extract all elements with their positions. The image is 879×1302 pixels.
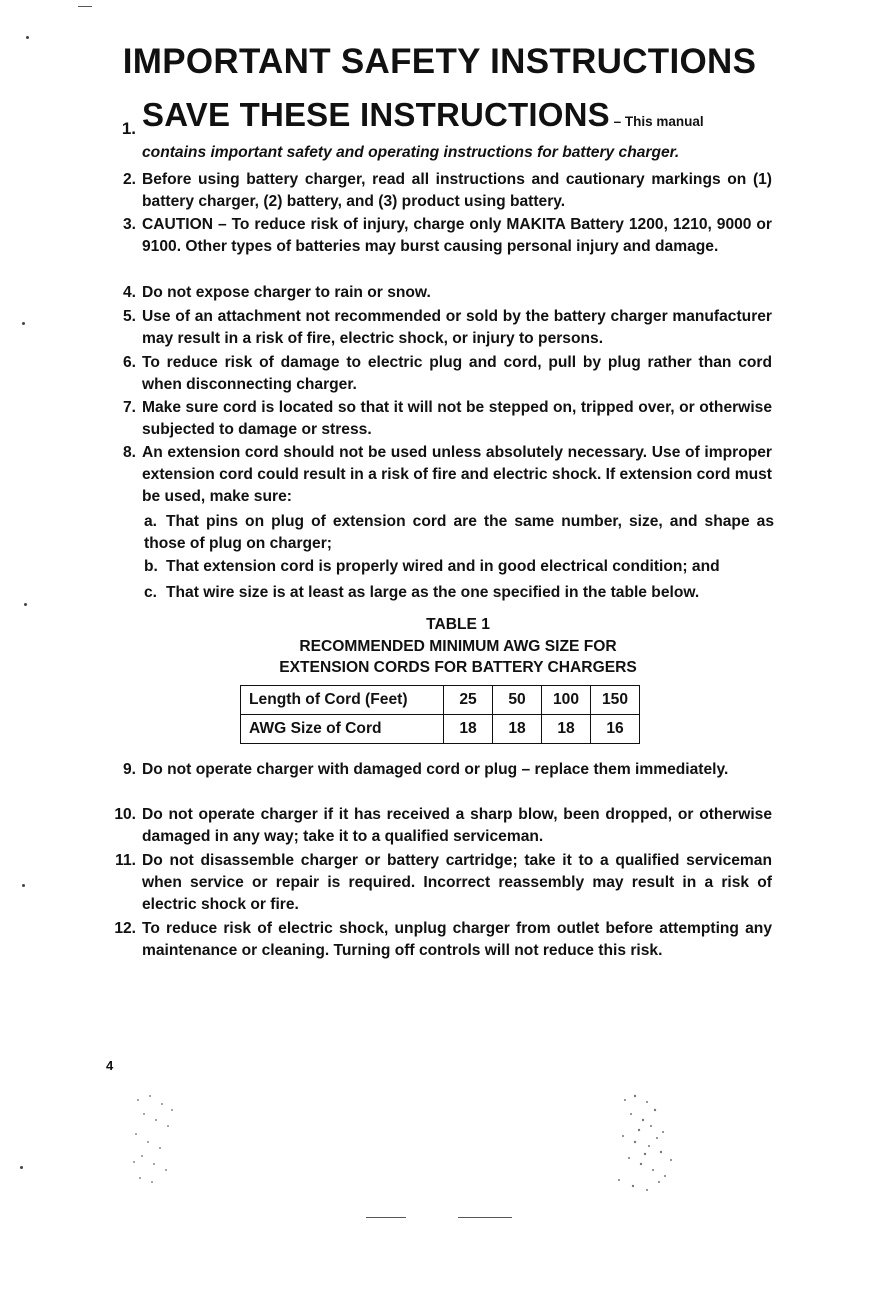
save-tail: – This manual [609, 114, 704, 129]
table-cell: 16 [591, 715, 640, 744]
table-cell: 150 [591, 686, 640, 715]
save-heading: SAVE THESE INSTRUCTIONS [142, 96, 610, 133]
item-text: To reduce risk of electric shock, unplug charger from outlet before attempting any maintenance or cleaning. Turning off controls will not reduce this risk. [142, 920, 772, 959]
item-number: 11. [115, 852, 136, 869]
item-number: 10. [114, 806, 136, 823]
subitem-c [144, 582, 774, 604]
scan-mark [78, 6, 92, 7]
table-cell: 100 [542, 686, 591, 715]
item-number: 2. [122, 171, 136, 188]
item-number: 1. [121, 119, 136, 138]
item-text: Before using battery charger, read all instructions and cautionary markings on (1) battery charger, (2) battery, and (3) product using battery. [142, 171, 772, 210]
subitem-label: b. [144, 558, 158, 575]
scan-speckle [605, 1090, 685, 1200]
row-header: Length of Cord (Feet) [241, 686, 444, 715]
table-caption-3: EXTENSION CORDS FOR BATTERY CHARGERS [279, 659, 637, 676]
page-number: 4 [106, 1058, 114, 1073]
table-cell: 50 [493, 686, 542, 715]
page-title: IMPORTANT SAFETY INSTRUCTIONS [122, 42, 757, 81]
item-text: Use of an attachment not recommended or sold by the battery charger manufacturer may result in a risk of fire, electric shock, or injury to persons. [142, 308, 772, 347]
table-caption-1: TABLE 1 [426, 616, 490, 633]
scan-speckle [128, 1090, 188, 1190]
subitem-label: c. [144, 584, 158, 601]
item-number: 4. [122, 284, 136, 301]
scan-mark [22, 884, 25, 887]
scan-mark [26, 36, 29, 39]
table-cell: 18 [444, 715, 493, 744]
subitem-text: That pins on plug of extension cord are the same number, size, and shape as those of plug on charger; [144, 513, 774, 552]
item-number: 12. [114, 920, 136, 937]
item-text: CAUTION – To reduce risk of injury, charge only MAKITA Battery 1200, 1210, 9000 or 9100. Other types of batteries may burst causing personal injury and damage. [142, 216, 772, 255]
item-text: An extension cord should not be used unless absolutely necessary. Use of improper extension cord could result in a risk of fire and electric shock. If extension cord must be used, make sure: [142, 444, 772, 505]
item-text: Make sure cord is located so that it will not be stepped on, tripped over, or otherwise subjected to damage or stress. [142, 399, 772, 438]
table-cell: 18 [493, 715, 542, 744]
item-text: Do not operate charger if it has received a sharp blow, been dropped, or otherwise damaged in any way; take it to a qualified serviceman. [142, 806, 772, 845]
item-text: To reduce risk of damage to electric plug and cord, pull by plug rather than cord when disconnecting charger. [142, 354, 772, 393]
item-text: Do not expose charger to rain or snow. [142, 284, 431, 301]
item-number: 3. [122, 216, 136, 233]
awg-table [240, 685, 640, 744]
table-row [241, 686, 640, 715]
item-number: 6. [122, 354, 136, 371]
item-save-instructions [142, 96, 772, 133]
item-number: 9. [122, 761, 136, 778]
item-number: 5. [122, 308, 136, 325]
scan-mark [20, 1166, 23, 1169]
table-cell: 18 [542, 715, 591, 744]
item-text: Do not operate charger with damaged cord or plug – replace them immediately. [142, 761, 729, 778]
scan-mark [24, 603, 27, 606]
subitem-text: That wire size is at least as large as the one specified in the table below. [166, 584, 700, 601]
item-number: 7. [122, 399, 136, 416]
subitem-text: That extension cord is properly wired and in good electrical condition; and [166, 558, 720, 575]
subitem-label: a. [144, 513, 158, 530]
table-row [241, 715, 640, 744]
row-header: AWG Size of Cord [241, 715, 444, 744]
scan-mark [458, 1217, 512, 1218]
scan-mark [366, 1217, 406, 1218]
subitem-b [144, 556, 774, 578]
scan-mark [22, 322, 25, 325]
subitem-a [144, 511, 774, 555]
save-subline: contains important safety and operating instructions for battery charger. [142, 144, 680, 161]
table-cell: 25 [444, 686, 493, 715]
item-text: Do not disassemble charger or battery cartridge; take it to a qualified serviceman when service or repair is required. Incorrect reassembly may result in a risk of electric shock or fire. [142, 852, 772, 913]
item-number: 8. [122, 444, 136, 461]
table-caption-2: RECOMMENDED MINIMUM AWG SIZE FOR [299, 638, 617, 655]
